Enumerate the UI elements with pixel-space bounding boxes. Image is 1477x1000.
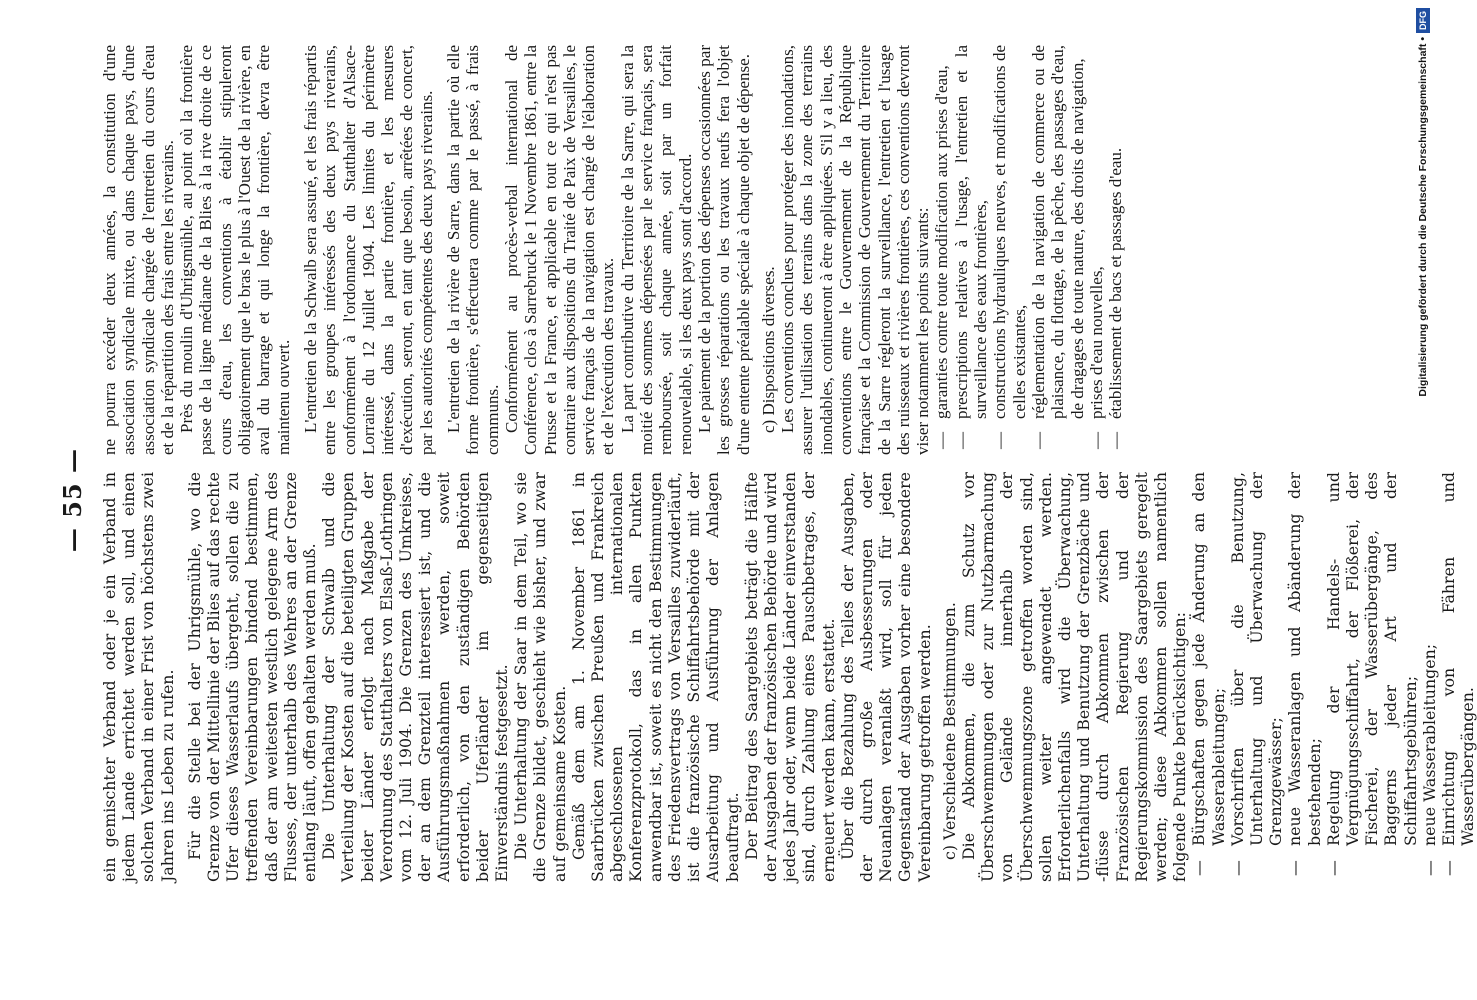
german-column xyxy=(100,472,1477,882)
french-paragraph: Conformément au procès-verbal international de Conférence, clos à Sarrebruck le 1 Novembre 1861, entre la Prusse et la France, et applicable en tout ce qui n'est pas contraire aux dispositions du Traité de Paix de Versailles, le service français de la navigation est chargé de l'élaboration et de l'exécution des travaux. xyxy=(501,45,618,455)
french-paragraph: ne pourra excéder deux années, la constitution d'une association syndicale mixte, ou dans chaque pays, d'une association syndicale chargée de l'entretien du cours d'eau et de la répartition des frais entre les riverains. xyxy=(100,45,177,455)
french-column xyxy=(100,45,1125,455)
german-list-item: — Regelung der Handels- und Vergnügungsschiffahrt, der Flößerei, der Fischerei, der Wasserübergänge, des Baggerns jeder Art und der Schiffahrtsgebühren; xyxy=(1323,472,1420,876)
credit-text: Digitalisierung gefördert durch die Deutsche Forschungsgemeinschaft • xyxy=(1417,37,1429,397)
french-paragraph: Près du moulin d'Uhrigsmühle, au point où la frontière passe de la ligne médiane de la Blies à la rive droite de ce cours d'eau, les conventions à établir stipuleront obligatoirement que le bras le plus à l'Ouest de la rivière, en aval du barrage et qui longe la frontière, devra être maintenu ouvert. xyxy=(177,45,293,455)
dfg-logo-icon: DFG xyxy=(1416,8,1430,33)
german-paragraph: Die Unterhaltung der Saar in dem Teil, wo sie die Grenze bildet, geschieht wie bisher, und zwar auf gemeinsame Kosten. xyxy=(511,472,569,882)
digitization-credit xyxy=(1414,8,1432,992)
german-paragraph: Gemäß dem am 1. November 1861 in Saarbrücken zwischen Preußen und Frankreich abgeschlossenen internationalen Konferenzprotokoll, das in allen Punkten anwendbar ist, soweit es nicht den Bestimmungen des Friedensvertrags von Versailles zuwiderläuft, ist die französische Schiffahrtsbehörde mit der Ausarbeitung und Ausführung der Anlagen beauftragt. xyxy=(568,472,742,882)
french-paragraph: Les conventions conclues pour protéger des inondations, assurer l'utilisation des terrains dans la zone des terrains inondables, continueront à être appliquées. S'il y a lieu, des conventions entre le Gouvernement de la République française et la Commission de Gouvernement du Territoire de la Sarre régleront la surveillance, l'entretien et l'usage des ruisseaux et rivières frontières, ces conventions devront viser notamment les points suivants: xyxy=(778,45,933,455)
french-list-item: — réglementation de la navigation de commerce ou de plaisance, du flottage, de la pêche, des passages d'eau, de dragages de toute nature, des droits de navigation, xyxy=(1028,45,1087,449)
french-list-item: — garanties contre toute modification aux prises d'eau, xyxy=(932,65,952,449)
french-list-item: — prises d'eau nouvelles, xyxy=(1086,266,1106,449)
german-section-heading: c) Verschiedene Bestimmungen. xyxy=(939,602,959,860)
german-list xyxy=(1189,472,1477,882)
french-paragraph: L'entretien de la Schwalb sera assuré, et les frais répartis entre les groupes intéressés des deux pays riverains, conformément à l'ordonnance du Statthalter d'Alsace-Lorraine du 12 Juillet 1904. Les limites du périmètre intéressé, dans la partie frontière, et les mesures d'exécution, seront, en tant que besoin, arrêtées de concert, par les autorités compétentes des deux pays riverains. xyxy=(300,45,436,455)
german-paragraph: ein gemischter Verband oder je ein Verband in jedem Lande errichtet werden soll, und einen solchen Verband in einer Frist von höchstens zwei Jahren ins Leben zu rufen. xyxy=(100,472,177,882)
german-list-item: — Vorschriften über die Benutzung, Unterhaltung und Überwachung der Grenzgewässer; xyxy=(1227,472,1286,876)
french-list-item: — prescriptions relatives à l'usage, l'entretien et la surveillance des eaux frontières, xyxy=(951,45,991,449)
german-paragraph: Der Beitrag des Saargebiets beträgt die Hälfte der Ausgaben der französischen Behörde und wird jedes Jahr oder, wenn beide Länder einverstanden sind, durch Zahlung eines Pauschbetrages, der erneuert werden kann, erstattet. xyxy=(741,472,838,882)
german-paragraph: Die Abkommen, die zum Schutz vor Überschwemmungen oder zur Nutzbarmachung von Gelände innerhalb der Überschwemmungszone getroffen worden sind, sollen weiter angewendet werden. Erforderlichenfalls wird die Überwachung, Unterhaltung und Benutzung der Grenzbäche und -flüsse durch Abkommen zwischen der Französischen Regierung und der Regierungskommission des Saargebiets geregelt werden; diese Abkommen sollen namentlich folgende Punkte berücksichtigen: xyxy=(958,472,1190,882)
german-paragraph: Für die Stelle bei der Uhrigsmühle, wo die Grenze von der Mittellinie der Blies auf das rechte Ufer dieses Wasserlaufs übergeht, sollen die zu treffenden Vereinbarungen bindend bestimmen, daß der am weitesten westlich gelegene Arm des Flusses, der unterhalb des Wehres an der Grenze entlang läuft, offen gehalten werden muß. xyxy=(184,472,320,882)
german-paragraph: Die Unterhaltung der Schwalb und die Verteilung der Kosten auf die beteiligten Gruppen beider Länder erfolgt nach Maßgabe der Verordnung des Statthalters von Elsaß-Lothringen vom 12. Juli 1904. Die Grenzen des Umkreises, der an dem Grenzteil interessiert ist, und die Ausführungsmaßnahmen werden, soweit erforderlich, von den zuständigen Behörden beider Uferländer im gegenseitigen Einverständnis festgesetzt. xyxy=(319,472,512,882)
german-list-item: — neue Wasseranlagen und Abänderung der bestehenden; xyxy=(1285,472,1324,876)
page-number: — 55 — xyxy=(58,447,87,553)
french-list-item: — constructions hydrauliques neuves, et modifications de celles existantes, xyxy=(990,45,1029,449)
french-list-item: — établissement de bacs et passages d'eau. xyxy=(1106,147,1126,449)
french-section-heading: c) Dispositions diverses. xyxy=(758,266,778,433)
french-paragraph: Le paiement de la portion des dépenses occasionnées par les grosses réparations ou les travaux neufs fera l'objet d'une entente préalable spéciale à chaque objet de dépense. xyxy=(694,45,753,455)
german-list-item: — Einrichtung von Fähren und Wasserübergängen. xyxy=(1439,472,1477,876)
french-list xyxy=(932,45,1125,455)
german-list-item: — Bürgschaften gegen jede Änderung an den Wasserableitungen; xyxy=(1189,472,1228,876)
german-list-item: — neue Wasserableitungen; xyxy=(1419,643,1439,876)
french-paragraph: L'entretien de la rivière de Sarre, dans la partie où elle forme frontière, s'effectuera comme par le passé, à frais communs. xyxy=(444,45,502,455)
french-paragraph: La part contributive du Territoire de la Sarre, qui sera la moitié des sommes dépensées par le service français, sera remboursée, soit chaque année, soit par un forfait renouvelable, si les deux pays sont d'accord. xyxy=(617,45,695,455)
german-paragraph: Über die Bezahlung des Teiles der Ausgaben, der durch große Ausbesserungen oder Neuanlagen veranlaßt wird, soll für jeden Gegenstand der Ausgaben vorher eine besondere Vereinbarung getroffen werden. xyxy=(837,472,934,882)
